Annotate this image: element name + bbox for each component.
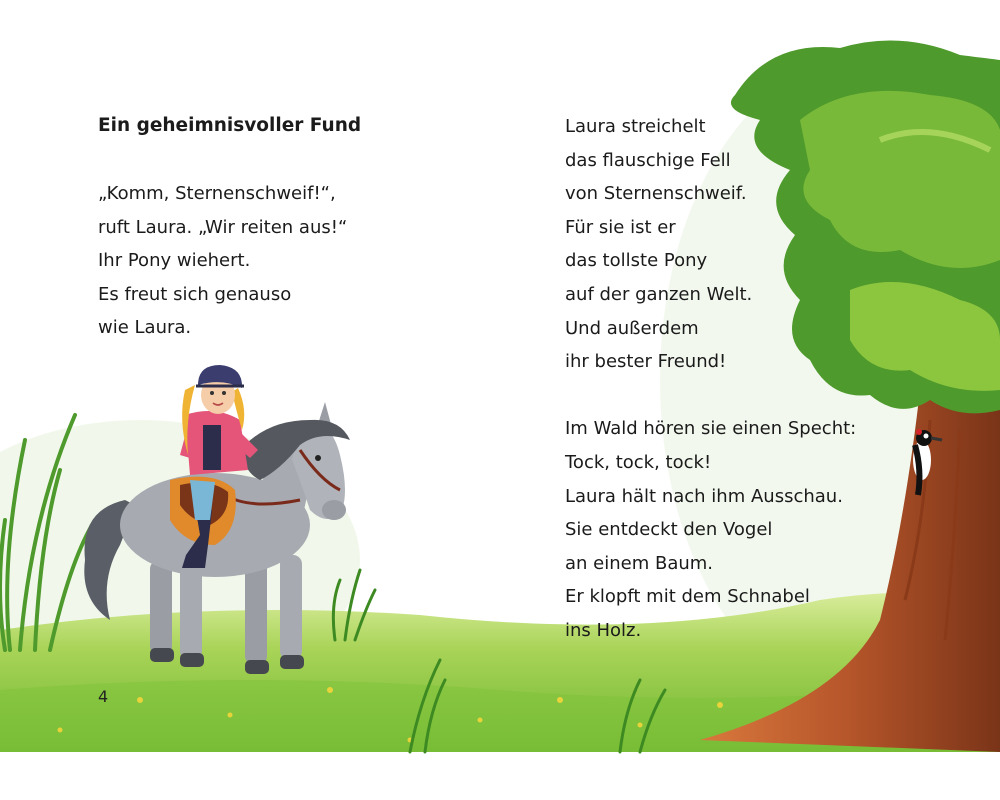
page-number: 4 <box>98 687 109 706</box>
text-line: Im Wald hören sie einen Specht: <box>565 418 857 440</box>
text-line: Und außerdem <box>565 317 699 339</box>
text-line: Für sie ist er <box>565 216 676 238</box>
text-line: Laura streichelt <box>565 116 706 137</box>
text-line: auf der ganzen Welt. <box>565 283 753 305</box>
text-line: Ihr Pony wiehert. <box>98 250 251 272</box>
page-title: Ein geheimnisvoller Fund <box>98 115 362 136</box>
text-line: von Sternenschweif. <box>565 183 747 205</box>
text-line: „Komm, Sternenschweif!“, <box>98 183 336 204</box>
text-line: ins Holz. <box>565 619 642 641</box>
text-line: Laura hält nach ihm Ausschau. <box>565 485 843 507</box>
text-line: Er klopft mit dem Schnabel <box>565 586 810 608</box>
text-line: ruft Laura. „Wir reiten aus!“ <box>98 216 348 238</box>
text-line: das tollste Pony <box>565 250 708 272</box>
text-line: das flauschige Fell <box>565 149 731 171</box>
text-line: ihr bester Freund! <box>565 351 727 373</box>
stanza-gap <box>565 379 856 413</box>
left-page <box>98 110 361 345</box>
text-line: Tock, tock, tock! <box>565 451 712 473</box>
right-page <box>565 110 856 648</box>
text-line: wie Laura. <box>98 317 192 339</box>
text-line: an einem Baum. <box>565 552 714 574</box>
text-line: Es freut sich genauso <box>98 283 292 305</box>
text-line: Sie entdeckt den Vogel <box>565 519 773 541</box>
